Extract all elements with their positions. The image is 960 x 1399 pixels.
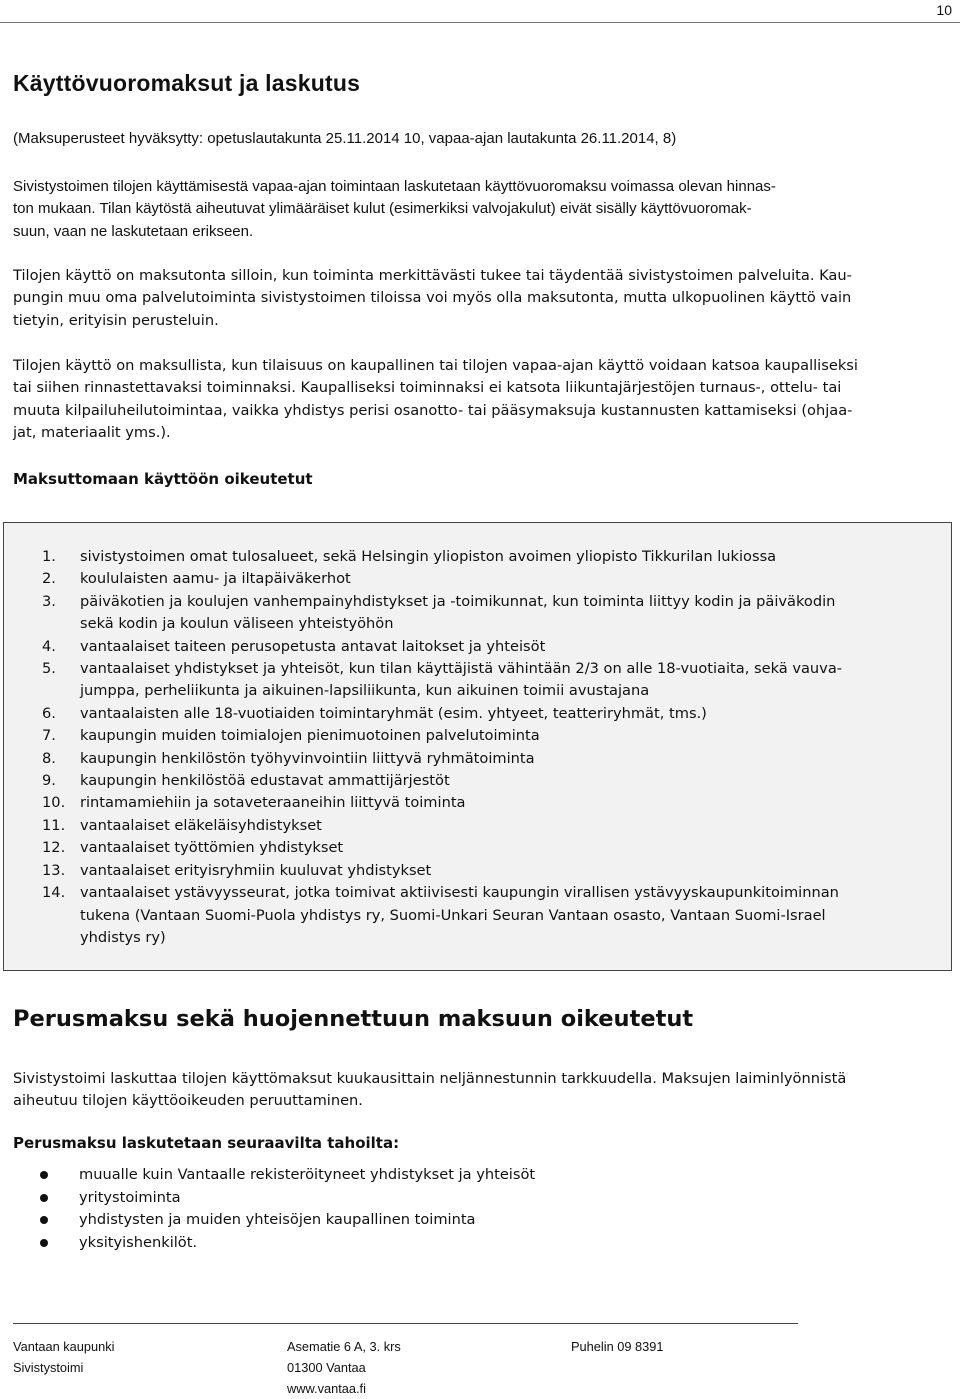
free-entitled-item <box>4 770 951 792</box>
item-number: 5. <box>42 660 56 678</box>
free-entitled-item <box>4 815 951 837</box>
page-number: 10 <box>936 2 952 18</box>
item-number: 9. <box>42 772 56 790</box>
bullet-icon <box>40 1216 48 1224</box>
item-number: 10. <box>42 794 66 812</box>
item-number: 1. <box>42 548 56 565</box>
item-number: 14. <box>42 884 66 902</box>
payer-item <box>0 1187 535 1210</box>
base-fee-subheading: Perusmaksu laskutetaan seuraavilta tahoilta: <box>13 1134 400 1152</box>
item-text: päiväkotien ja koulujen vanhempainyhdistykset ja -toimikunnat, kun toiminta liittyy kodin ja päiväkodin sekä kodin ja koulun väliseen yhteistyöhön <box>80 592 836 633</box>
item-number: 12. <box>42 839 66 857</box>
bullet-icon <box>40 1239 48 1247</box>
footer-organization: Vantaan kaupunki Sivistystoimi <box>13 1339 115 1375</box>
free-entitled-item <box>4 792 951 814</box>
item-text: rintamamiehiin ja sotaveteraaneihin liittyvä toiminta <box>80 794 466 812</box>
free-entitled-item <box>4 546 951 568</box>
billing-paragraph: Sivistystoimi laskuttaa tilojen käyttömaksut kuukausittain neljännestunnin tarkkuudella. Maksujen laiminlyönnistä aiheutuu tilojen käyttöoikeuden peruuttaminen. <box>13 1070 847 1110</box>
free-entitled-item <box>4 725 951 747</box>
free-entitled-item <box>4 748 951 770</box>
bullet-icon <box>40 1171 48 1179</box>
item-text: vantaalaiset eläkeläisyhdistykset <box>80 816 322 834</box>
free-entitled-item <box>4 658 951 703</box>
item-text: vantaalaiset työttömien yhdistykset <box>80 839 344 857</box>
footer-phone: Puhelin 09 8391 <box>571 1339 664 1354</box>
free-entitled-item <box>4 882 951 949</box>
free-entitled-item <box>4 568 951 590</box>
footer-rule <box>13 1323 798 1324</box>
item-number: 3. <box>42 592 56 610</box>
item-number: 13. <box>42 861 66 879</box>
free-entitled-item <box>4 591 951 636</box>
item-text: kaupungin muiden toimialojen pienimuotoinen palvelutoiminta <box>80 727 540 745</box>
free-entitled-item <box>4 837 951 859</box>
item-number: 8. <box>42 749 56 767</box>
payer-text: yritystoiminta <box>79 1188 181 1206</box>
item-text: vantaalaiset erityisryhmiin kuuluvat yhdistykset <box>80 861 432 879</box>
item-text: koululaisten aamu- ja iltapäiväkerhot <box>80 570 351 588</box>
item-text: vantaalaisten alle 18-vuotiaiden toimintaryhmät (esim. yhtyeet, teatteriryhmät, tms.) <box>80 704 707 722</box>
intro-paragraph: Sivistystoimen tilojen käyttämisestä vapaa-ajan toimintaan laskutetaan käyttövuoromaksu voimassa olevan hinnas- ton mukaan. Tilan käytöstä aiheutuvat ylimääräiset kulut (esimerkiksi valvojakulut) eivät sisälly käyttövuoromak- suun, vaan ne laskutetaan erikseen. <box>13 178 776 240</box>
free-entitled-box <box>3 522 952 971</box>
free-use-paragraph: Tilojen käyttö on maksutonta silloin, kun toiminta merkittävästi tukee tai täydentää sivistystoimen palveluita. Kau- pungin muu oma palvelutoiminta sivistystoimen tiloissa voi myös olla maksutonta, mutta ulkopuolinen käyttö vain tietyin, erityisin perusteluin. <box>13 267 852 329</box>
item-text: vantaalaiset ystävyysseurat, jotka toimivat aktiivisesti kaupungin virallisen ystävyyskaupunkitoiminnan tukena (Vantaan Suomi-Puola yhdistys ry, Suomi-Unkari Seuran Vantaan osasto, Vantaan Suomi-Israel yhdistys ry) <box>80 884 839 946</box>
base-fee-payer-list <box>0 1164 535 1254</box>
bullet-icon <box>40 1194 48 1202</box>
payer-item <box>0 1164 535 1187</box>
item-text: sivistystoimen omat tulosalueet, sekä Helsingin yliopiston avoimen yliopisto Tikkurilan lukiossa <box>80 548 777 565</box>
free-entitled-item <box>4 703 951 725</box>
free-entitled-list <box>4 546 951 949</box>
item-text: kaupungin henkilöstöä edustavat ammattijärjestöt <box>80 772 450 790</box>
payer-text: yhdistysten ja muiden yhteisöjen kaupallinen toiminta <box>79 1211 476 1229</box>
payer-item <box>0 1209 535 1232</box>
paid-use-paragraph: Tilojen käyttö on maksullista, kun tilaisuus on kaupallinen tai tilojen vapaa-ajan käyttö voidaan katsoa kaupalliseksi tai siihen rinnastettavaksi toiminnaksi. Kaupalliseksi toiminnaksi ei katsota liikuntajärjestöjen turnaus-, ottelu- tai muuta kilpailuheilutoimintaa, vaikka yhdistys perisi osanotto- tai pääsymaksuja kustannusten kattamiseksi (ohjaa- jat, materiaalit yms.). <box>13 357 858 442</box>
item-text: kaupungin henkilöstön työhyvinvointiin liittyvä ryhmätoiminta <box>80 749 535 767</box>
free-entitled-item <box>4 860 951 882</box>
item-number: 7. <box>42 727 56 745</box>
item-text: vantaalaiset yhdistykset ja yhteisöt, kun tilan käyttäjistä vähintään 2/3 on alle 18-vuotiaita, sekä vauva- jumppa, perheliikunta ja aikuinen-lapsiliikunta, kun aikuinen toimii avustajana <box>80 660 843 700</box>
payer-item <box>0 1232 535 1255</box>
header-rule <box>0 22 960 23</box>
footer-address: Asematie 6 A, 3. krs 01300 Vantaa www.vantaa.fi <box>287 1339 401 1396</box>
base-fee-heading: Perusmaksu sekä huojennettuun maksuun oikeutetut <box>13 1006 694 1032</box>
item-number: 4. <box>42 637 56 655</box>
item-number: 6. <box>42 704 56 722</box>
item-text: vantaalaiset taiteen perusopetusta antavat laitokset ja yhteisöt <box>80 637 546 655</box>
free-entitled-item <box>4 636 951 658</box>
approval-note: (Maksuperusteet hyväksytty: opetuslautakunta 25.11.2014 10, vapaa-ajan lautakunta 26.11.2014, 8) <box>13 130 677 147</box>
item-number: 2. <box>42 570 56 588</box>
item-number: 11. <box>42 816 66 834</box>
page-title: Käyttövuoromaksut ja laskutus <box>13 70 361 96</box>
free-section-heading: Maksuttomaan käyttöön oikeutetut <box>13 470 313 488</box>
payer-text: yksityishenkilöt. <box>79 1233 198 1251</box>
payer-text: muualle kuin Vantaalle rekisteröityneet yhdistykset ja yhteisöt <box>79 1166 536 1183</box>
